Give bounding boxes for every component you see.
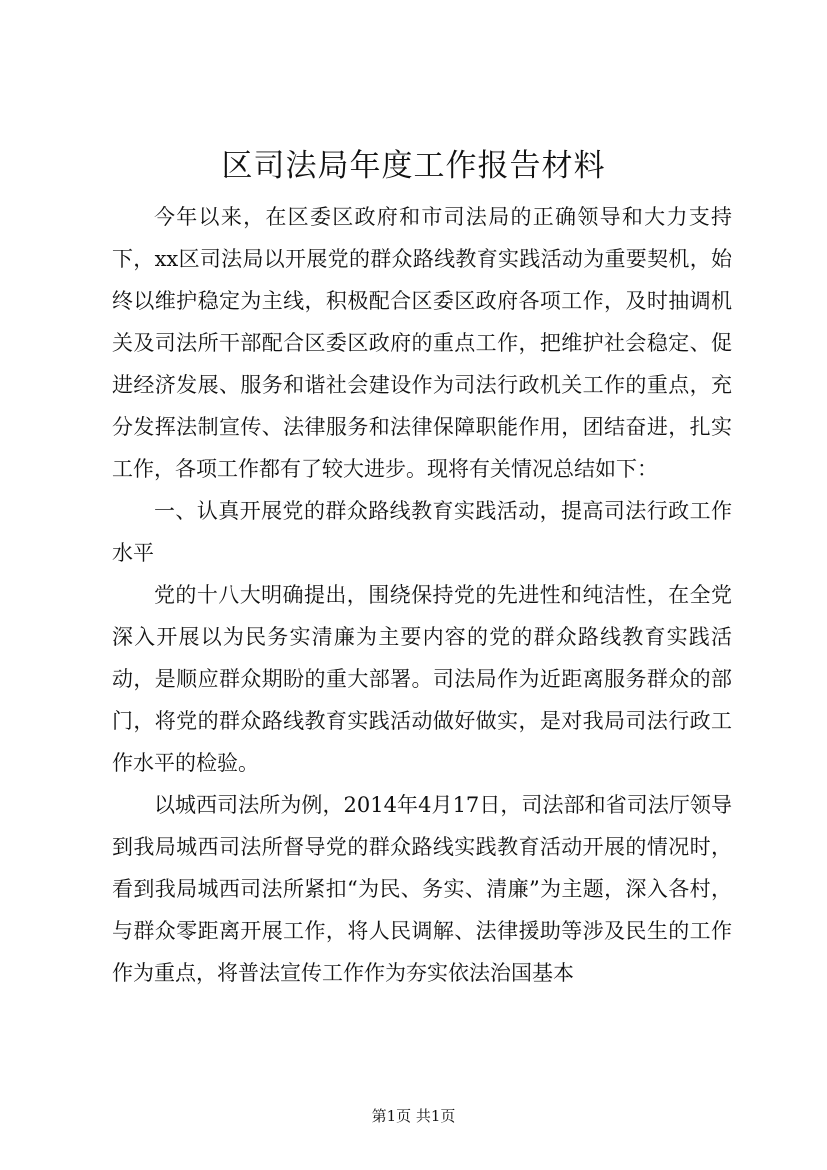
paragraph-party-congress: 党的十八大明确提出，围绕保持党的先进性和纯洁性，在全党深入开展以为民务实清廉为主要内容的党的群众路线教育实践活动，是顺应群众期盼的重大部署。司法局作为近距离服务群众的部门，将党的群众路线教育实践活动做好做实，是对我局司法行政工作水平的检验。 [112,583,732,775]
document-body [112,196,732,994]
paragraph-chengxi-example: 以城西司法所为例，2014年4月17日，司法部和省司法厅领导到我局城西司法所督导党的群众路线实践教育活动开展的情况时，看到我局城西司法所紧扣“为民、务实、清廉”为主题，深入各村，与群众零距离开展工作，将人民调解、法律援助等涉及民生的工作作为重点，将普法宣传工作作为夯实依法治国基本 [112,793,732,985]
page-footer: 第1页 共1页 [371,1107,456,1125]
paragraph-intro: 今年以来，在区委区政府和市司法局的正确领导和大力支持下，xx区司法局以开展党的群众路线教育实践活动为重要契机，始终以维护稳定为主线，积极配合区委区政府各项工作，及时抽调机关及司法所干部配合区委区政府的重点工作，把维护社会稳定、促进经济发展、服务和谐社会建设作为司法行政机关工作的重点，充分发挥法制宣传、法律服务和法律保障职能作用，团结奋进，扎实工作，各项工作都有了较大进步。现将有关情况总结如下： [112,205,732,481]
document-title: 区司法局年度工作报告材料 [221,148,606,184]
section-heading-1: 一、认真开展党的群众路线教育实践活动，提高司法行政工作水平 [112,499,732,565]
